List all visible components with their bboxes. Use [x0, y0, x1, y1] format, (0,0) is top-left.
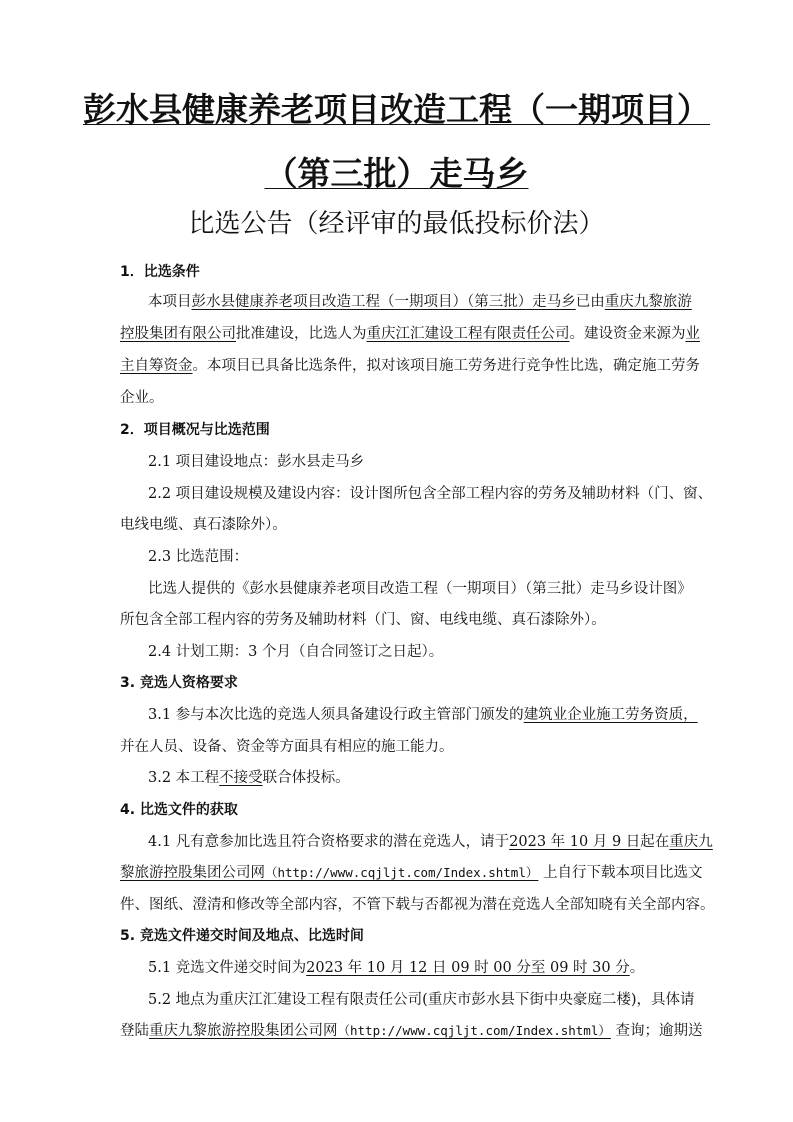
selector-name: 重庆江汇建设工程有限责任公司: [366, 326, 570, 342]
text: 。建设资金来源为: [569, 326, 686, 342]
website-name-cont: 黎旅游控股集团公司网: [120, 865, 265, 881]
text: 起在: [640, 834, 670, 850]
section-1-heading: 1．比选条件: [120, 264, 200, 280]
text: 本项目: [148, 294, 192, 310]
title-line-1: 彭水县健康养老项目改造工程（一期项目）: [83, 90, 710, 129]
text: 批准建设，比选人为: [236, 326, 367, 342]
text: 。: [629, 960, 645, 976]
project-name: 彭水县健康养老项目改造工程（一期项目）（第三批）走马乡: [191, 294, 576, 310]
item-5-2-cont: [120, 1021, 702, 1041]
text: 3.2 本工程: [148, 770, 220, 786]
consortium-policy: 不接受: [219, 770, 263, 786]
website-name: 重庆九黎旅游控股集团公司网: [149, 1023, 338, 1039]
item-3-1-cont: 并在人员、设备、资金等方面具有相应的施工能力。: [120, 739, 454, 755]
start-date: 2023 年 10 月 9 日: [509, 834, 641, 850]
fund-source-cont: 主自筹资金: [120, 358, 193, 374]
item-2-3: 2.3 比选范围：: [148, 549, 249, 565]
item-3-1: [148, 705, 698, 725]
section-3-heading: 3. 竞选人资格要求: [120, 675, 238, 691]
item-4-1-line-3: 件、图纸、澄清和修改等全部内容，不管下载与否都视为潜在竞选人全部知晓有关全部内容。: [120, 897, 715, 913]
item-5-1: [148, 958, 644, 978]
website-link[interactable]: （http://www.cqjljt.com/Index.shtml）: [337, 1023, 611, 1038]
section-1-line-1: [148, 292, 692, 312]
item-2-2-cont: 电线电缆、真石漆除外）。: [120, 517, 287, 533]
text: 5.1 竞选文件递交时间为: [148, 960, 307, 976]
qualification: 建筑业企业施工劳务资质，: [523, 707, 698, 723]
approver-name-cont: 控股集团有限公司: [120, 326, 236, 342]
item-2-1: 2.1 项目建设地点：彭水县走马乡: [148, 454, 365, 470]
item-5-2: 5.2 地点为重庆江汇建设工程有限责任公司(重庆市彭水县下街中央豪庭二楼)，具体请: [148, 992, 695, 1008]
fund-source: 业: [685, 326, 700, 342]
text: 3.1 参与本次比选的竞选人须具备建设行政主管部门颁发的: [148, 707, 524, 723]
title-line-2: （第三批）走马乡: [264, 154, 529, 193]
item-2-4: 2.4 计划工期：3 个月（自合同签订之日起）。: [148, 644, 444, 660]
text: 登陆: [120, 1023, 149, 1039]
text: 查询；逾期送: [615, 1023, 703, 1039]
section-1-line-2: [120, 324, 700, 344]
text: 已由: [575, 294, 605, 310]
text: 联合体投标。: [262, 770, 350, 786]
item-4-1: [148, 832, 713, 852]
section-1-line-4: 企业。: [120, 390, 164, 406]
website-link[interactable]: （http://www.cqjljt.com/Index.shtml）: [265, 865, 539, 880]
item-2-3-line-1: 比选人提供的《彭水县健康养老项目改造工程（一期项目）（第三批）走马乡设计图》: [148, 581, 692, 597]
text: 。本项目已具备比选条件，拟对该项目施工劳务进行竞争性比选，确定施工劳务: [192, 358, 700, 374]
section-1-line-3: [120, 356, 700, 376]
item-3-2: [148, 768, 350, 788]
submission-time: 2023 年 10 月 12 日 09 时 00 分至 09 时 30 分: [306, 960, 630, 976]
text: 上自行下载本项目比选文: [542, 865, 703, 881]
website-name: 重庆九: [669, 834, 713, 850]
section-4-heading: 4. 比选文件的获取: [120, 802, 238, 818]
section-2-heading: 2．项目概况与比选范围: [120, 422, 270, 438]
item-4-1-line-2: [120, 863, 702, 883]
approver-name: 重庆九黎旅游: [604, 294, 692, 310]
section-5-heading: 5. 竞选文件递交时间及地点、比选时间: [120, 928, 364, 944]
text: 4.1 凡有意参加比选且符合资格要求的潜在竞选人，请于: [148, 834, 510, 850]
item-2-2: 2.2 项目建设规模及建设内容：设计图所包含全部工程内容的劳务及辅助材料（门、窗、: [148, 486, 713, 502]
subtitle: 比选公告（经评审的最低投标价法）: [188, 209, 605, 239]
item-2-3-line-2: 所包含全部工程内容的劳务及辅助材料（门、窗、电线电缆、真石漆除外）。: [120, 612, 606, 628]
